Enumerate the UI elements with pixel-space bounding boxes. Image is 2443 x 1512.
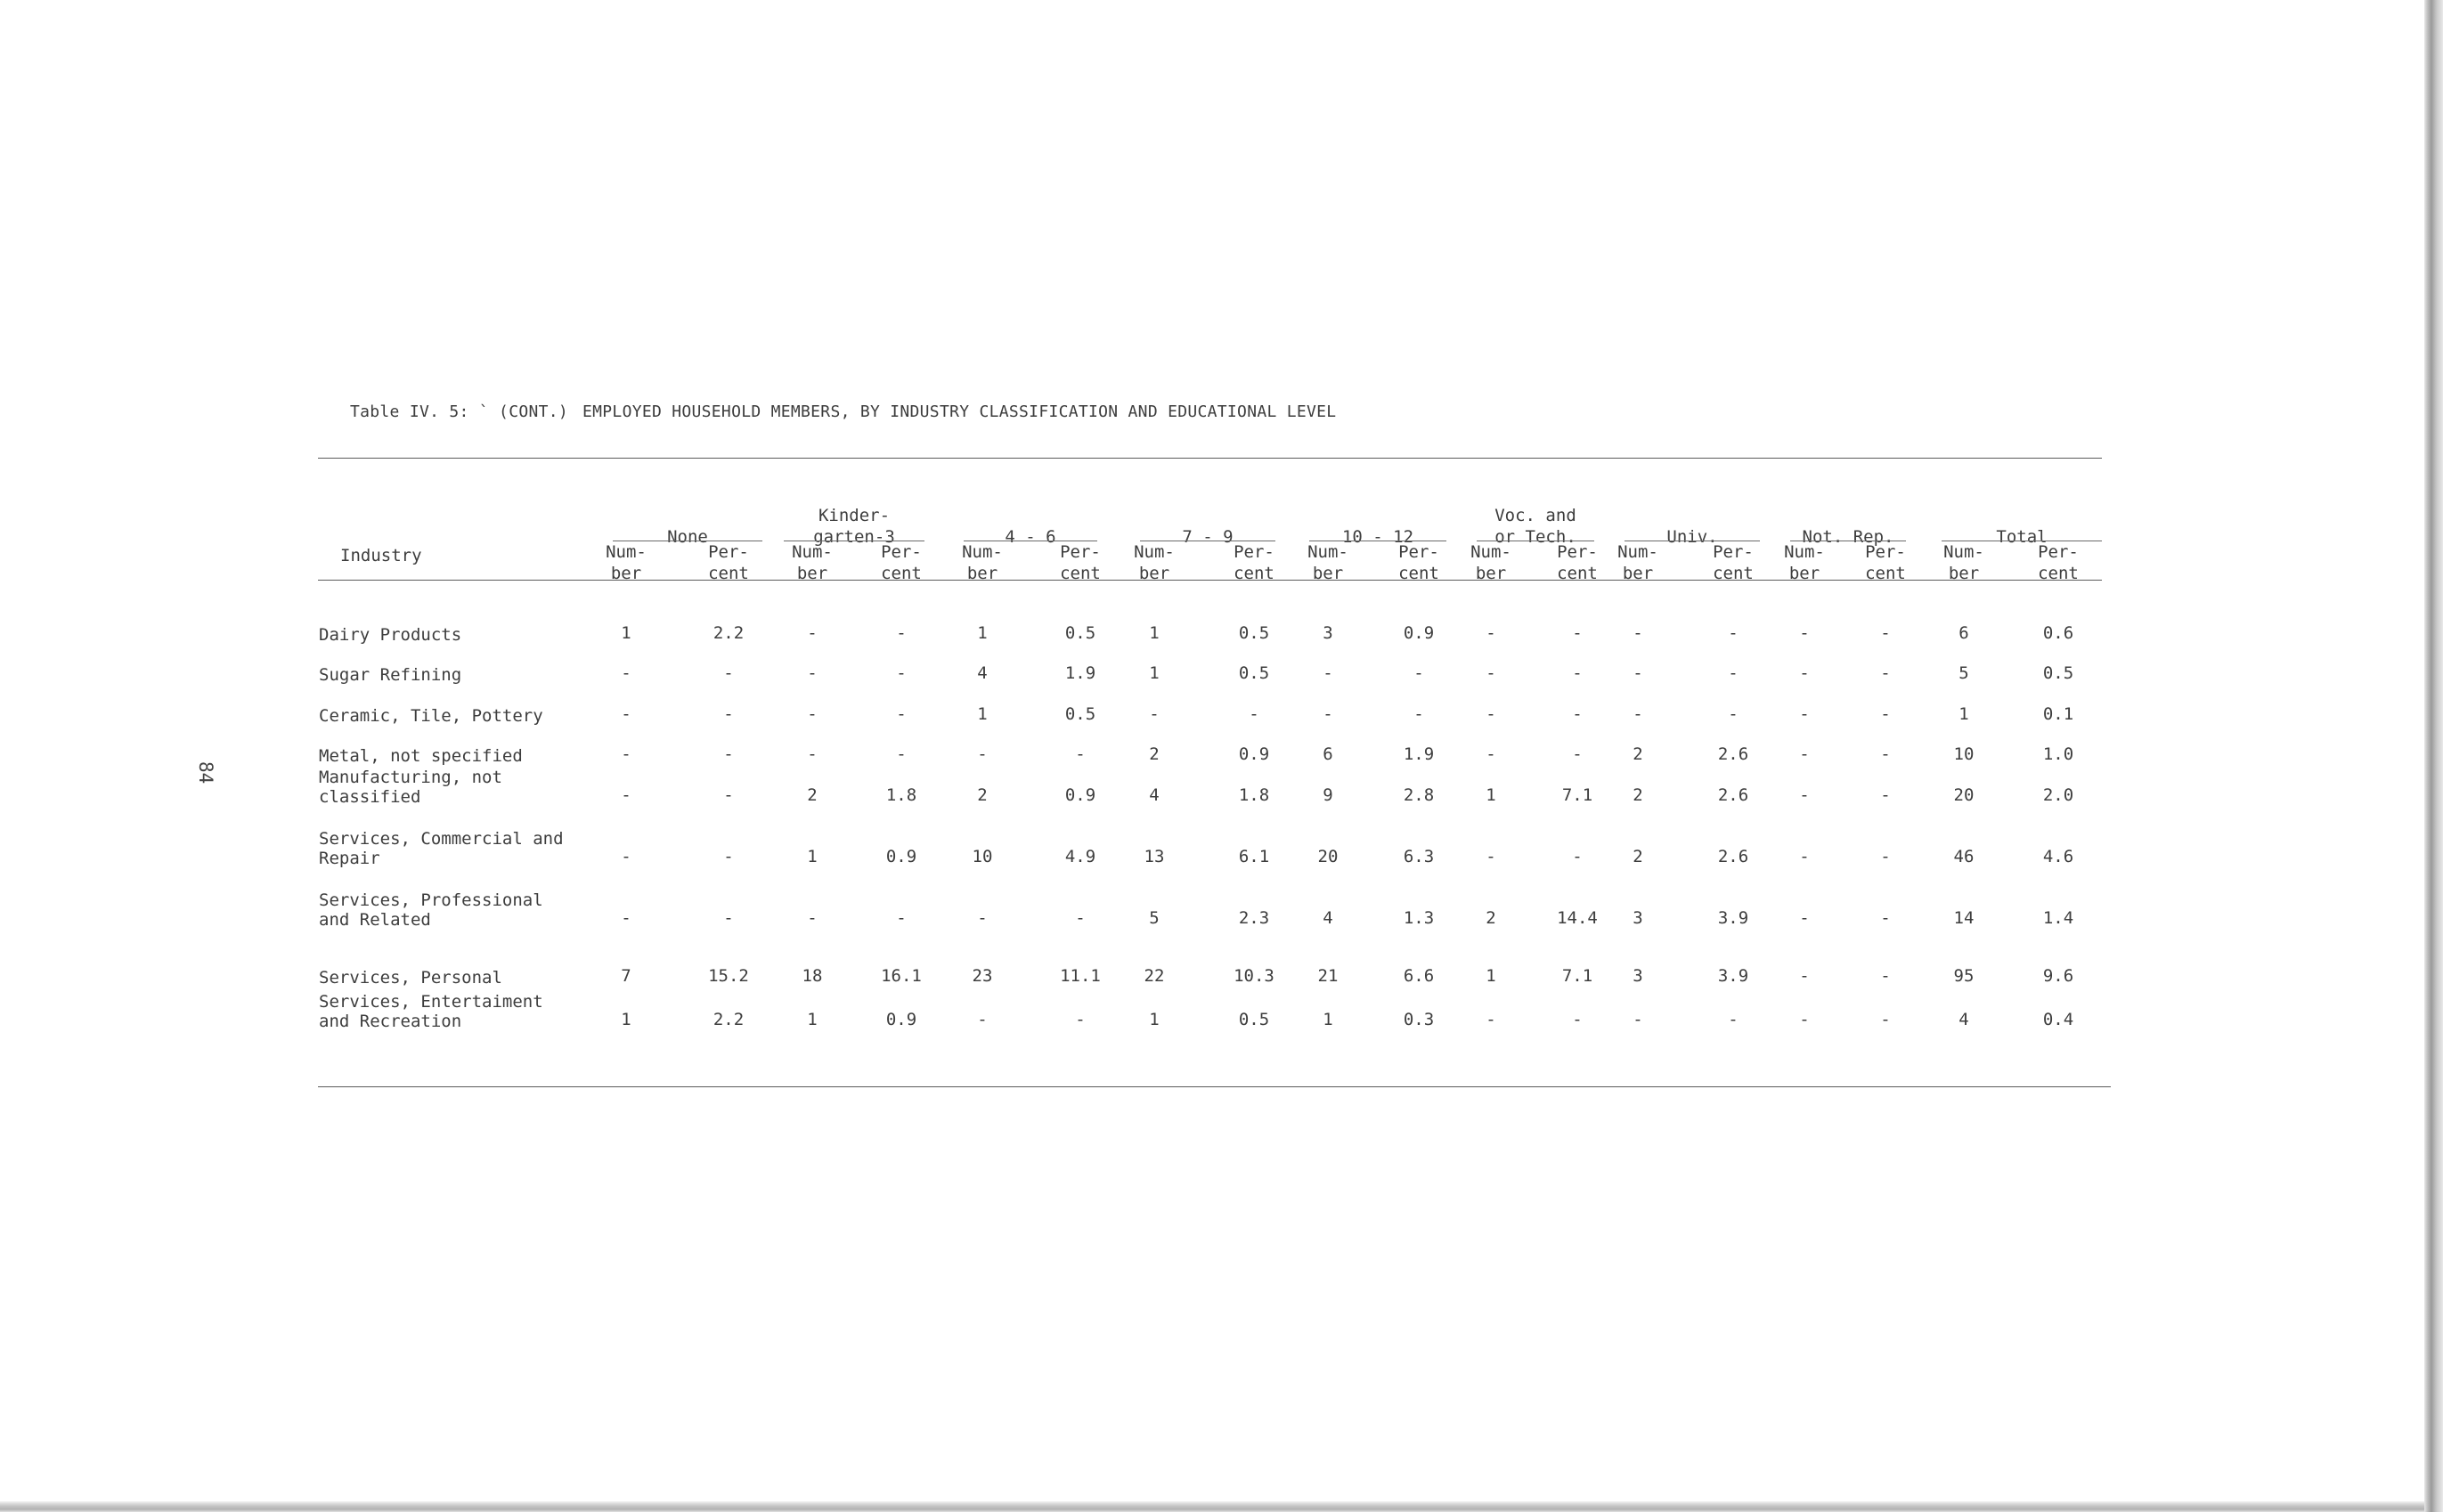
number-cell: - <box>1486 663 1496 683</box>
column-group-header-2: garten-3 <box>813 527 895 547</box>
number-cell: 2 <box>1149 744 1160 764</box>
number-cell: 5 <box>1149 908 1160 928</box>
number-cell: - <box>977 908 988 928</box>
page-number: 84 <box>195 761 216 784</box>
percent-cell: 0.5 <box>1064 623 1096 643</box>
number-cell: - <box>1486 847 1496 866</box>
number-cell: 18 <box>802 966 823 986</box>
percent-cell: 4.9 <box>1064 847 1096 866</box>
number-cell: - <box>1633 663 1643 683</box>
percent-cell: - <box>1249 704 1259 724</box>
number-cell: 1 <box>1149 1010 1160 1029</box>
number-cell: 95 <box>1953 966 1975 986</box>
percent-cell: 9.6 <box>2042 966 2074 986</box>
row-label: classified <box>319 787 421 807</box>
row-label: Services, Entertaiment <box>319 992 543 1012</box>
table-title-text: EMPLOYED HOUSEHOLD MEMBERS, BY INDUSTRY CLASSIFICATION AND EDUCATIONAL LEVEL <box>582 402 1337 421</box>
number-cell: - <box>621 704 631 724</box>
percent-cell: 3.9 <box>1717 908 1749 928</box>
number-subheader: Num- <box>1943 542 1984 562</box>
percent-cell: 7.1 <box>1561 966 1593 986</box>
percent-cell: 1.3 <box>1403 908 1435 928</box>
percent-cell: - <box>896 908 907 928</box>
column-group-header-8: Not. Rep. <box>1802 527 1894 547</box>
percent-cell: - <box>1880 908 1891 928</box>
number-cell: - <box>1633 704 1643 724</box>
percent-cell: 10.3 <box>1234 966 1274 986</box>
number-cell: - <box>807 908 818 928</box>
percent-cell: 1.9 <box>1403 744 1435 764</box>
percent-cell: 2.0 <box>2042 785 2074 805</box>
number-cell: - <box>1486 1010 1496 1029</box>
column-group-header-4: 7 - 9 <box>1182 527 1234 547</box>
percent-cell: 2.8 <box>1403 785 1435 805</box>
percent-cell: 1.8 <box>1238 785 1270 805</box>
percent-cell: 15.2 <box>708 966 749 986</box>
row-label: Services, Personal <box>319 968 502 988</box>
percent-cell: 0.5 <box>1238 623 1270 643</box>
number-cell: - <box>1799 1010 1810 1029</box>
percent-cell: - <box>723 704 734 724</box>
percent-cell: 3.9 <box>1717 966 1749 986</box>
percent-cell: 0.1 <box>2042 704 2074 724</box>
number-cell: - <box>1633 623 1643 643</box>
percent-cell: 2.6 <box>1717 785 1749 805</box>
number-cell: 3 <box>1633 908 1643 928</box>
percent-subheader: cent <box>881 564 922 583</box>
percent-cell: 0.6 <box>2042 623 2074 643</box>
percent-cell: - <box>896 744 907 764</box>
number-cell: - <box>1799 785 1810 805</box>
number-cell: - <box>977 1010 988 1029</box>
scan-edge-bottom <box>0 1501 2424 1512</box>
number-cell: 1 <box>807 1010 818 1029</box>
number-cell: 1 <box>977 623 988 643</box>
percent-cell: - <box>1572 847 1583 866</box>
percent-cell: - <box>1728 704 1739 724</box>
percent-cell: - <box>1880 704 1891 724</box>
percent-subheader: Per- <box>1234 542 1274 562</box>
number-cell: 4 <box>977 663 988 683</box>
number-subheader: ber <box>1622 564 1654 583</box>
percent-cell: 1.9 <box>1064 663 1096 683</box>
number-cell: 10 <box>1953 744 1975 764</box>
percent-cell: - <box>1728 623 1739 643</box>
number-cell: - <box>1799 744 1810 764</box>
number-cell: 2 <box>977 785 988 805</box>
table-bottom-rule <box>318 1086 2111 1087</box>
table-title <box>350 402 1350 421</box>
percent-subheader: Per- <box>1398 542 1439 562</box>
percent-subheader: Per- <box>881 542 922 562</box>
percent-subheader: cent <box>1060 564 1101 583</box>
number-cell: - <box>1486 704 1496 724</box>
table-header-rule <box>318 580 2102 581</box>
percent-cell: - <box>1880 1010 1891 1029</box>
percent-subheader: cent <box>1713 564 1754 583</box>
number-subheader: ber <box>1138 564 1170 583</box>
percent-cell: 0.9 <box>1403 623 1435 643</box>
number-cell: 10 <box>972 847 993 866</box>
number-cell: - <box>1149 704 1160 724</box>
percent-cell: - <box>1572 623 1583 643</box>
number-cell: 21 <box>1317 966 1339 986</box>
number-cell: 14 <box>1953 908 1975 928</box>
table-top-rule <box>318 458 2102 459</box>
number-cell: 3 <box>1633 966 1643 986</box>
number-subheader: ber <box>1312 564 1344 583</box>
percent-cell: 7.1 <box>1561 785 1593 805</box>
number-cell: 4 <box>1149 785 1160 805</box>
percent-subheader: Per- <box>1865 542 1906 562</box>
number-cell: - <box>1486 623 1496 643</box>
percent-cell: 1.0 <box>2042 744 2074 764</box>
number-cell: 2 <box>1486 908 1496 928</box>
percent-cell: - <box>1880 785 1891 805</box>
percent-cell: - <box>1880 663 1891 683</box>
percent-subheader: cent <box>2038 564 2079 583</box>
percent-cell: - <box>1728 1010 1739 1029</box>
number-subheader: Num- <box>1470 542 1511 562</box>
column-group-header-2: Kinder- <box>818 506 891 525</box>
percent-cell: 0.5 <box>2042 663 2074 683</box>
number-cell: - <box>1799 623 1810 643</box>
number-cell: 2 <box>1633 847 1643 866</box>
percent-cell: - <box>723 847 734 866</box>
number-cell: - <box>1799 847 1810 866</box>
number-cell: 2 <box>1633 744 1643 764</box>
column-group-header-9: Total <box>1996 527 2048 547</box>
number-subheader: Num- <box>962 542 1003 562</box>
row-label: Manufacturing, not <box>319 768 502 787</box>
number-subheader: Num- <box>1617 542 1658 562</box>
number-cell: - <box>621 785 631 805</box>
number-cell: 6 <box>1323 744 1333 764</box>
number-cell: 4 <box>1958 1010 1969 1029</box>
number-cell: - <box>807 663 818 683</box>
percent-cell: 6.6 <box>1403 966 1435 986</box>
percent-cell: - <box>1880 966 1891 986</box>
table-title-prefix: Table IV. 5: ` (CONT.) <box>350 402 569 421</box>
number-cell: - <box>1799 704 1810 724</box>
number-cell: - <box>621 847 631 866</box>
column-group-header-7: Univ. <box>1666 527 1718 547</box>
column-group-header-6: Voc. and <box>1494 506 1576 525</box>
number-cell: 20 <box>1317 847 1339 866</box>
percent-cell: 0.4 <box>2042 1010 2074 1029</box>
column-group-header-5: 10 - 12 <box>1341 527 1414 547</box>
percent-cell: - <box>1572 663 1583 683</box>
percent-cell: - <box>1880 744 1891 764</box>
percent-subheader: Per- <box>708 542 749 562</box>
percent-cell: 6.1 <box>1238 847 1270 866</box>
number-cell: - <box>621 908 631 928</box>
number-cell: - <box>621 663 631 683</box>
number-cell: 1 <box>1958 704 1969 724</box>
number-cell: 7 <box>621 966 631 986</box>
number-subheader: Num- <box>1784 542 1825 562</box>
percent-cell: - <box>1572 1010 1583 1029</box>
number-subheader: ber <box>1948 564 1980 583</box>
number-cell: - <box>1799 663 1810 683</box>
number-cell: 9 <box>1323 785 1333 805</box>
percent-cell: - <box>1880 847 1891 866</box>
percent-subheader: cent <box>1234 564 1274 583</box>
number-cell: 46 <box>1953 847 1975 866</box>
percent-cell: - <box>723 908 734 928</box>
number-cell: 2 <box>807 785 818 805</box>
number-subheader: Num- <box>606 542 647 562</box>
percent-subheader: cent <box>1557 564 1598 583</box>
percent-cell: 0.5 <box>1238 663 1270 683</box>
number-subheader: Num- <box>1134 542 1175 562</box>
number-cell: 5 <box>1958 663 1969 683</box>
number-cell: 1 <box>621 1010 631 1029</box>
percent-cell: 2.6 <box>1717 744 1749 764</box>
column-group-header-1: None <box>667 527 708 547</box>
percent-cell: 6.3 <box>1403 847 1435 866</box>
percent-cell: - <box>723 663 734 683</box>
number-cell: - <box>1799 966 1810 986</box>
percent-cell: - <box>896 623 907 643</box>
percent-cell: - <box>1075 1010 1086 1029</box>
percent-cell: 2.2 <box>713 1010 745 1029</box>
percent-cell: - <box>1075 744 1086 764</box>
number-cell: 1 <box>977 704 988 724</box>
percent-cell: - <box>1572 744 1583 764</box>
percent-cell: - <box>723 785 734 805</box>
percent-cell: - <box>1413 663 1424 683</box>
percent-cell: 0.9 <box>885 1010 917 1029</box>
number-cell: 2 <box>1633 785 1643 805</box>
row-label: and Recreation <box>319 1012 462 1031</box>
row-label: Ceramic, Tile, Pottery <box>319 706 543 726</box>
number-subheader: ber <box>1788 564 1820 583</box>
number-cell: 1 <box>807 847 818 866</box>
percent-subheader: Per- <box>1060 542 1101 562</box>
percent-subheader: Per- <box>1557 542 1598 562</box>
percent-subheader: Per- <box>2038 542 2079 562</box>
percent-cell: 4.6 <box>2042 847 2074 866</box>
number-cell: - <box>807 744 818 764</box>
percent-subheader: Per- <box>1713 542 1754 562</box>
row-label: Dairy Products <box>319 625 462 645</box>
row-label: Repair <box>319 849 380 868</box>
number-cell: - <box>807 623 818 643</box>
number-cell: 23 <box>972 966 993 986</box>
percent-cell: 2.2 <box>713 623 745 643</box>
number-cell: - <box>1633 1010 1643 1029</box>
percent-subheader: cent <box>1865 564 1906 583</box>
column-group-header-6: or Tech. <box>1494 527 1576 547</box>
percent-cell: 14.4 <box>1557 908 1598 928</box>
percent-cell: 0.9 <box>1238 744 1270 764</box>
industry-column-header: Industry <box>340 546 422 565</box>
number-cell: - <box>977 744 988 764</box>
percent-cell: 0.3 <box>1403 1010 1435 1029</box>
percent-cell: 2.6 <box>1717 847 1749 866</box>
number-cell: - <box>1486 744 1496 764</box>
scan-edge-right <box>2424 0 2443 1512</box>
percent-cell: 1.8 <box>885 785 917 805</box>
row-label: Services, Professional <box>319 890 543 910</box>
number-cell: - <box>1799 908 1810 928</box>
number-cell: 1 <box>1149 623 1160 643</box>
column-group-header-3: 4 - 6 <box>1005 527 1056 547</box>
percent-cell: 0.9 <box>1064 785 1096 805</box>
percent-cell: - <box>1413 704 1424 724</box>
number-cell: - <box>621 744 631 764</box>
number-cell: 1 <box>1323 1010 1333 1029</box>
percent-cell: - <box>1728 663 1739 683</box>
number-subheader: ber <box>610 564 642 583</box>
percent-subheader: cent <box>1398 564 1439 583</box>
number-cell: 20 <box>1953 785 1975 805</box>
percent-cell: 11.1 <box>1060 966 1101 986</box>
number-cell: 6 <box>1958 623 1969 643</box>
percent-subheader: cent <box>708 564 749 583</box>
number-cell: 1 <box>621 623 631 643</box>
percent-cell: - <box>1075 908 1086 928</box>
number-subheader: Num- <box>792 542 833 562</box>
number-cell: 3 <box>1323 623 1333 643</box>
percent-cell: 0.5 <box>1064 704 1096 724</box>
number-cell: - <box>1323 704 1333 724</box>
percent-cell: - <box>723 744 734 764</box>
number-cell: 22 <box>1144 966 1165 986</box>
percent-cell: - <box>1572 704 1583 724</box>
number-cell: 1 <box>1486 785 1496 805</box>
number-cell: - <box>1323 663 1333 683</box>
number-cell: 13 <box>1144 847 1165 866</box>
number-cell: 1 <box>1149 663 1160 683</box>
percent-cell: - <box>1880 623 1891 643</box>
row-label: Metal, not specified <box>319 746 523 766</box>
row-label: and Related <box>319 910 431 930</box>
row-label: Sugar Refining <box>319 665 462 685</box>
row-label: Services, Commercial and <box>319 829 564 849</box>
percent-cell: - <box>896 663 907 683</box>
percent-cell: 16.1 <box>881 966 922 986</box>
percent-cell: 1.4 <box>2042 908 2074 928</box>
percent-cell: 2.3 <box>1238 908 1270 928</box>
number-subheader: ber <box>1475 564 1507 583</box>
number-subheader: Num- <box>1307 542 1348 562</box>
number-subheader: ber <box>796 564 828 583</box>
percent-cell: 0.5 <box>1238 1010 1270 1029</box>
percent-cell: - <box>896 704 907 724</box>
number-cell: 4 <box>1323 908 1333 928</box>
number-cell: 1 <box>1486 966 1496 986</box>
percent-cell: 0.9 <box>885 847 917 866</box>
number-subheader: ber <box>966 564 998 583</box>
number-cell: - <box>807 704 818 724</box>
